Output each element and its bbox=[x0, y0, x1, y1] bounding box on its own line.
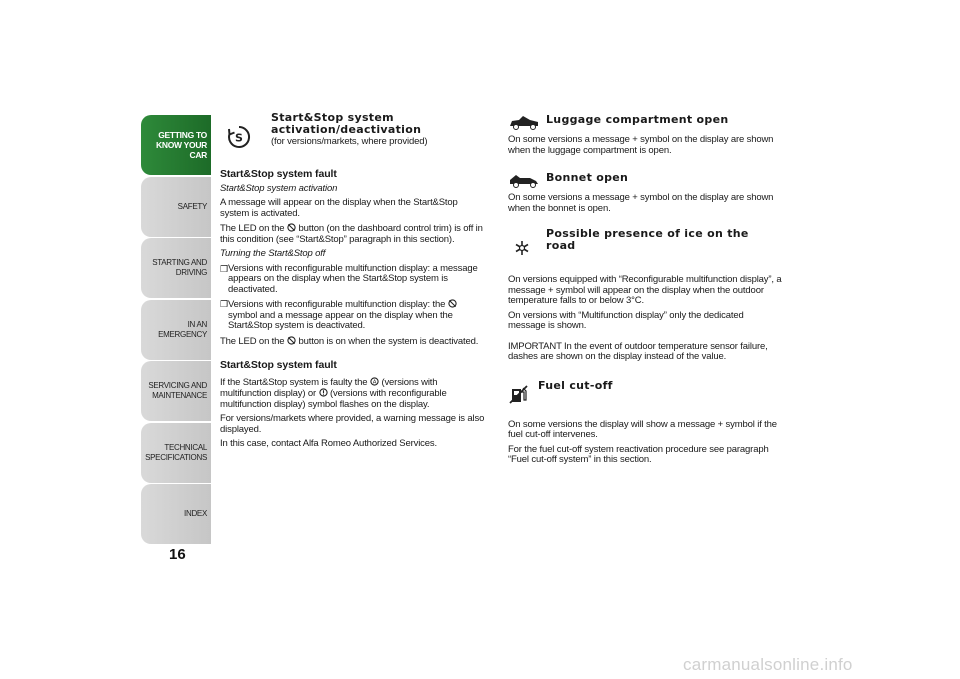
page-number: 16 bbox=[169, 546, 186, 563]
ice-text-1: On versions equipped with “Reconfigurable multifunction display”, a message + symbol will appear on the display when the outdoor temperature falls to or below 3°C. bbox=[508, 274, 782, 306]
paragraph-contact: In this case, contact Alfa Romeo Authorized Services. bbox=[220, 438, 437, 449]
start-stop-icon bbox=[226, 124, 260, 155]
start-stop-off-icon bbox=[287, 336, 296, 345]
tab-starting-and-driving[interactable]: STARTING AND DRIVING bbox=[141, 238, 211, 298]
bonnet-heading bbox=[508, 172, 783, 193]
fuel-heading bbox=[508, 379, 783, 410]
tab-getting-to-know-your-car[interactable]: GETTING TO KNOW YOUR CAR bbox=[141, 115, 211, 175]
svg-text:S: S bbox=[235, 131, 243, 145]
bullet-square-icon: ❒ bbox=[220, 263, 229, 274]
right-column bbox=[508, 112, 783, 470]
tab-technical-specifications[interactable]: TECHNICAL SPECIFICATIONS bbox=[141, 423, 211, 483]
paragraph-fault: If the Start&Stop system is faulty the A (versions with multifunction display) or (versions with reconfigurable multifunction display) symbol flashes on the display. bbox=[220, 376, 447, 410]
left-column bbox=[220, 112, 488, 454]
paragraph-warning: For versions/markets where provided, a warning message is also displayed. bbox=[220, 413, 485, 435]
start-stop-heading bbox=[220, 112, 488, 155]
section-title: Start&Stop system bbox=[271, 111, 394, 124]
luggage-text: On some versions a message + symbol on the display are shown when the luggage compartment is open. bbox=[508, 134, 774, 156]
tab-safety[interactable]: SAFETY bbox=[141, 177, 211, 237]
ice-text-2: On versions with “Multifunction display” only the dedicated message is shown. bbox=[508, 309, 744, 331]
paragraph-led-on: The LED on the button is on when the system is deactivated. bbox=[220, 335, 479, 347]
start-stop-off-icon bbox=[287, 223, 296, 232]
activation-subheading: Start&Stop system activation bbox=[220, 182, 338, 194]
luggage-heading bbox=[508, 114, 783, 135]
bonnet-title: Bonnet open bbox=[546, 171, 629, 184]
svg-text:A: A bbox=[372, 378, 377, 385]
paragraph-activation: A message will appear on the display when the Start&Stop system is activated. bbox=[220, 197, 458, 219]
snowflake-icon bbox=[508, 240, 546, 261]
paragraph-led-off: The LED on the button (on the dashboard control trim) is off in this condition (see “Start&Stop” paragraph in this section). bbox=[220, 223, 483, 245]
section-note: (for versions/markets, where provided) bbox=[271, 136, 428, 147]
ice-heading bbox=[508, 228, 783, 261]
ice-text-3: IMPORTANT In the event of outdoor temperature sensor failure, dashes are shown on the display instead of the value. bbox=[508, 340, 768, 362]
start-stop-fault-icon bbox=[370, 377, 379, 386]
tab-in-an-emergency[interactable]: IN AN EMERGENCY bbox=[141, 300, 211, 360]
tab-servicing-and-maintenance[interactable]: SERVICING AND MAINTENANCE bbox=[141, 361, 211, 421]
fuel-cutoff-icon bbox=[508, 383, 538, 410]
chapter-nav bbox=[141, 115, 211, 546]
car-rear-open-icon bbox=[508, 114, 546, 135]
turning-off-subheading: Turning the Start&Stop off bbox=[220, 248, 326, 259]
list-item: ❒ Versions with reconfigurable multifunction display: the symbol and a message appear on the display when the Start&Stop system is deactivated. bbox=[220, 299, 488, 332]
tab-index[interactable]: INDEX bbox=[141, 484, 211, 544]
start-stop-fault-small-icon bbox=[319, 388, 328, 397]
start-stop-off-icon bbox=[448, 299, 457, 308]
car-bonnet-open-icon bbox=[508, 172, 546, 193]
fault-subheading-2: Start&Stop system fault bbox=[220, 359, 337, 371]
bonnet-text: On some versions a message + symbol on the display are shown when the bonnet is open. bbox=[508, 192, 774, 214]
ice-title-line2: road bbox=[546, 239, 576, 252]
fault-subheading: Start&Stop system fault bbox=[220, 168, 337, 180]
ice-title: Possible presence of ice on the bbox=[546, 227, 749, 240]
fuel-title: Fuel cut-off bbox=[538, 378, 613, 392]
section-title-line2: activation/deactivation bbox=[271, 123, 422, 136]
bullet-square-icon: ❒ bbox=[220, 299, 229, 309]
list-item: ❒ Versions with reconfigurable multifunction display: a message appears on the display when the Start&Stop system is deactivated. bbox=[220, 262, 478, 295]
fuel-text-1: On some versions the display will show a message + symbol if the fuel cut-off intervenes. bbox=[508, 418, 777, 440]
fuel-text-2: For the fuel cut-off system reactivation procedure see paragraph “Fuel cut-off system” in this section. bbox=[508, 443, 769, 465]
watermark: carmanualsonline.info bbox=[683, 655, 853, 674]
luggage-title: Luggage compartment open bbox=[546, 113, 729, 126]
